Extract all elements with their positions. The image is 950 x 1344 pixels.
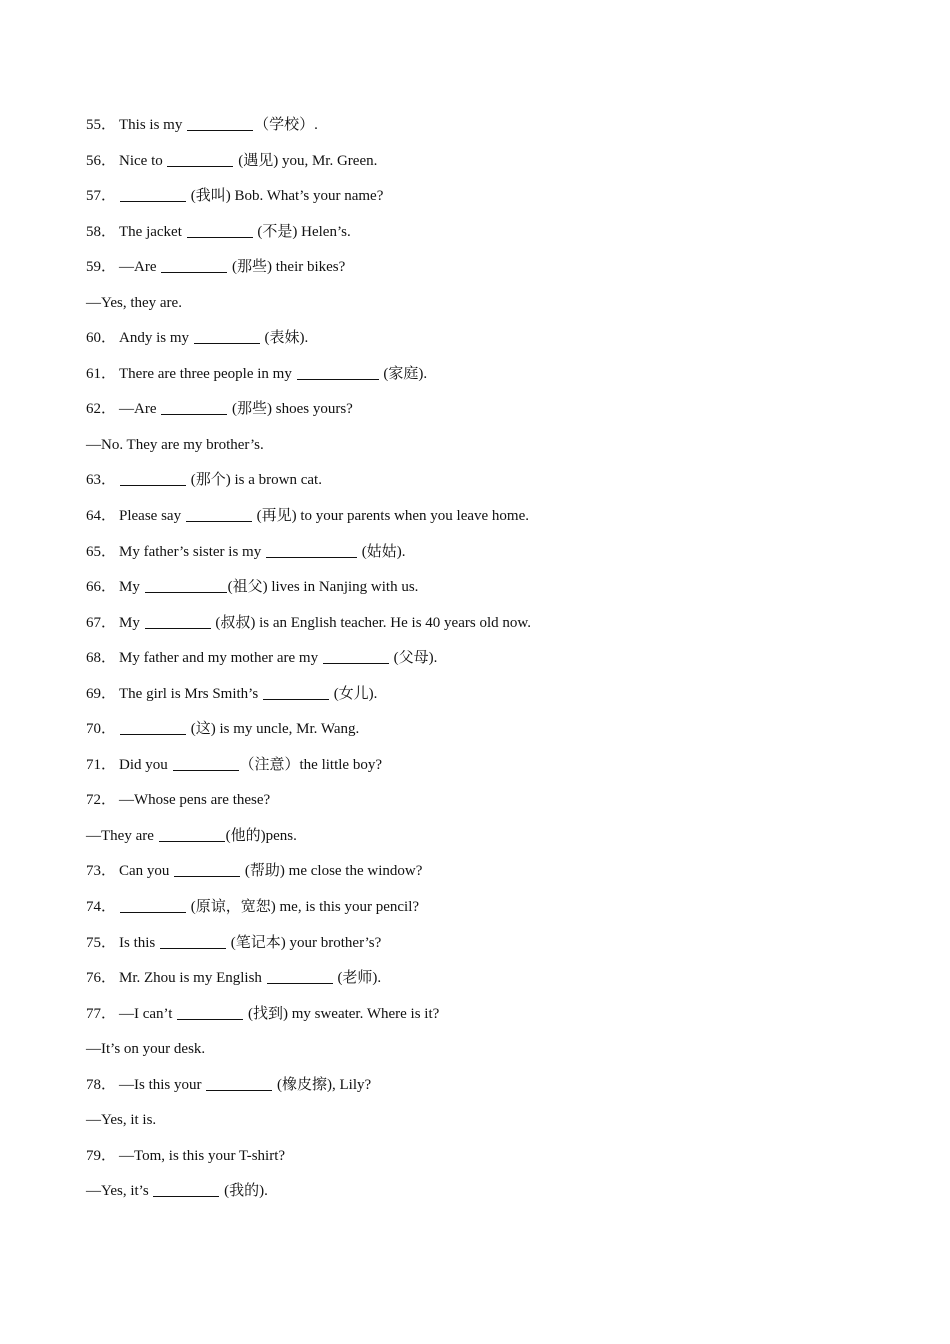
text-before-blank: My father’s sister is my: [119, 543, 265, 560]
item-number: 64．: [86, 508, 117, 525]
answer-blank: [174, 862, 240, 877]
text-after-blank: (我叫) Bob. What’s your name?: [187, 188, 384, 205]
exercise-item: [86, 463, 886, 499]
exercise-item: [86, 890, 886, 926]
text-before-blank: Andy is my: [119, 330, 193, 347]
exercise-item: [86, 570, 886, 606]
dialogue-line: [86, 819, 886, 855]
text-after-blank: （学校）.: [254, 117, 318, 133]
text-after-blank: (原谅，宽恕) me, is this your pencil?: [187, 899, 420, 916]
text-after-blank: (再见) to your parents when you leave home.: [252, 508, 530, 525]
text-before-blank: —Is this your: [119, 1076, 206, 1093]
item-number: 73．: [86, 863, 117, 880]
text-before-blank: —They are: [86, 827, 158, 844]
item-number: 56．: [86, 152, 117, 169]
text-before-blank: Please say: [119, 508, 185, 525]
text-after-blank: (老师).: [333, 970, 382, 987]
answer-blank: [177, 1005, 243, 1020]
answer-blank: [266, 543, 357, 558]
answer-blank: [161, 258, 227, 273]
item-number: 78．: [86, 1076, 117, 1093]
item-number: 63．: [86, 472, 117, 489]
dialogue-line: [86, 286, 886, 322]
answer-blank: [173, 756, 239, 771]
exercise-item: [86, 712, 886, 748]
item-number: 70．: [86, 721, 117, 738]
answer-blank: [161, 400, 227, 415]
text-before-blank: Is this: [119, 934, 160, 951]
answer-blank: [120, 471, 186, 486]
text-before-blank: There are three people in my: [119, 365, 296, 382]
text-before-blank: —Are: [119, 259, 161, 276]
text-after-blank: (不是) Helen’s.: [253, 223, 351, 240]
text-after-blank: (父母).: [389, 650, 438, 667]
exercise-item: [86, 606, 886, 642]
exercise-item: [86, 783, 886, 819]
text-before-blank: Can you: [119, 863, 174, 880]
text-after-blank: （注意）the little boy?: [239, 756, 382, 773]
answer-blank: [323, 649, 389, 664]
exercise-item: [86, 997, 886, 1033]
item-number: 67．: [86, 614, 117, 631]
exercise-item: [86, 854, 886, 890]
exercise-item: [86, 748, 886, 784]
answer-blank: [120, 720, 186, 735]
text-before-blank: —Yes, they are.: [86, 294, 182, 311]
text-before-blank: —I can’t: [119, 1005, 177, 1022]
exercise-item: [86, 926, 886, 962]
text-after-blank: (姑姑).: [357, 543, 406, 560]
answer-blank: [263, 685, 329, 700]
text-before-blank: —Whose pens are these?: [119, 792, 271, 809]
item-number: 74．: [86, 899, 117, 916]
item-number: 69．: [86, 685, 117, 702]
answer-blank: [159, 827, 225, 842]
text-before-blank: —Tom, is this your T-shirt?: [119, 1147, 286, 1164]
dialogue-line: [86, 1103, 886, 1139]
exercise-item: [86, 321, 886, 357]
answer-blank: [194, 329, 260, 344]
item-number: 55．: [86, 117, 117, 133]
text-before-blank: The jacket: [119, 223, 186, 240]
text-before-blank: —Yes, it is.: [86, 1112, 157, 1129]
text-before-blank: This is my: [119, 117, 187, 133]
item-number: 59．: [86, 259, 117, 276]
exercise-list: [86, 108, 886, 1210]
text-after-blank: (遇见) you, Mr. Green.: [234, 152, 378, 169]
answer-blank: [160, 934, 226, 949]
dialogue-line: [86, 1174, 886, 1210]
text-after-blank: (祖父) lives in Nanjing with us.: [227, 579, 419, 596]
exercise-item: [86, 499, 886, 535]
answer-blank: [187, 116, 253, 131]
exercise-item: [86, 108, 886, 144]
item-number: 79．: [86, 1147, 117, 1164]
text-before-blank: Mr. Zhou is my English: [119, 970, 266, 987]
text-after-blank: (家庭).: [379, 365, 428, 382]
answer-blank: [145, 614, 211, 629]
answer-blank: [167, 152, 233, 167]
exercise-item: [86, 179, 886, 215]
answer-blank: [120, 898, 186, 913]
text-before-blank: My father and my mother are my: [119, 650, 322, 667]
text-after-blank: (他的)pens.: [225, 827, 297, 844]
exercise-item: [86, 535, 886, 571]
text-after-blank: (表妹).: [260, 330, 309, 347]
text-after-blank: (找到) my sweater. Where is it?: [244, 1005, 440, 1022]
dialogue-line: [86, 428, 886, 464]
item-number: 66．: [86, 579, 117, 596]
text-before-blank: —Are: [119, 401, 161, 418]
text-after-blank: (我的).: [220, 1183, 268, 1200]
item-number: 61．: [86, 365, 117, 382]
item-number: 62．: [86, 401, 117, 418]
item-number: 60．: [86, 330, 117, 347]
text-before-blank: The girl is Mrs Smith’s: [119, 685, 262, 702]
text-before-blank: My: [119, 579, 144, 596]
item-number: 76．: [86, 970, 117, 987]
answer-blank: [297, 365, 379, 380]
item-number: 58．: [86, 223, 117, 240]
answer-blank: [267, 969, 333, 984]
exercise-item: [86, 144, 886, 180]
dialogue-line: [86, 1032, 886, 1068]
exercise-item: [86, 1139, 886, 1175]
item-number: 68．: [86, 650, 117, 667]
answer-blank: [186, 507, 252, 522]
item-number: 75．: [86, 934, 117, 951]
text-after-blank: (那些) their bikes?: [228, 259, 346, 276]
answer-blank: [145, 578, 227, 593]
text-after-blank: (这) is my uncle, Mr. Wang.: [187, 721, 360, 738]
item-number: 72．: [86, 792, 117, 809]
answer-blank: [120, 187, 186, 202]
text-before-blank: My: [119, 614, 144, 631]
answer-blank: [206, 1076, 272, 1091]
item-number: 71．: [86, 756, 117, 773]
exercise-item: [86, 357, 886, 393]
text-before-blank: —No. They are my brother’s.: [86, 436, 264, 453]
item-number: 77．: [86, 1005, 117, 1022]
text-before-blank: Nice to: [119, 152, 167, 169]
text-after-blank: (那些) shoes yours?: [228, 401, 353, 418]
text-after-blank: (笔记本) your brother’s?: [227, 934, 382, 951]
answer-blank: [187, 223, 253, 238]
exercise-item: [86, 641, 886, 677]
text-before-blank: —It’s on your desk.: [86, 1041, 206, 1058]
exercise-item: [86, 677, 886, 713]
text-before-blank: Did you: [119, 756, 172, 773]
item-number: 65．: [86, 543, 117, 560]
exercise-item: [86, 1068, 886, 1104]
text-after-blank: (橡皮擦), Lily?: [273, 1076, 372, 1093]
text-after-blank: (女儿).: [329, 685, 378, 702]
answer-blank: [153, 1182, 219, 1197]
exercise-item: [86, 215, 886, 251]
exercise-item: [86, 250, 886, 286]
item-number: 57．: [86, 188, 117, 205]
exercise-item: [86, 392, 886, 428]
text-before-blank: —Yes, it’s: [86, 1183, 153, 1200]
exercise-item: [86, 961, 886, 997]
text-after-blank: (帮助) me close the window?: [241, 863, 423, 880]
text-after-blank: (叔叔) is an English teacher. He is 40 years old now.: [211, 614, 531, 631]
text-after-blank: (那个) is a brown cat.: [187, 472, 322, 489]
